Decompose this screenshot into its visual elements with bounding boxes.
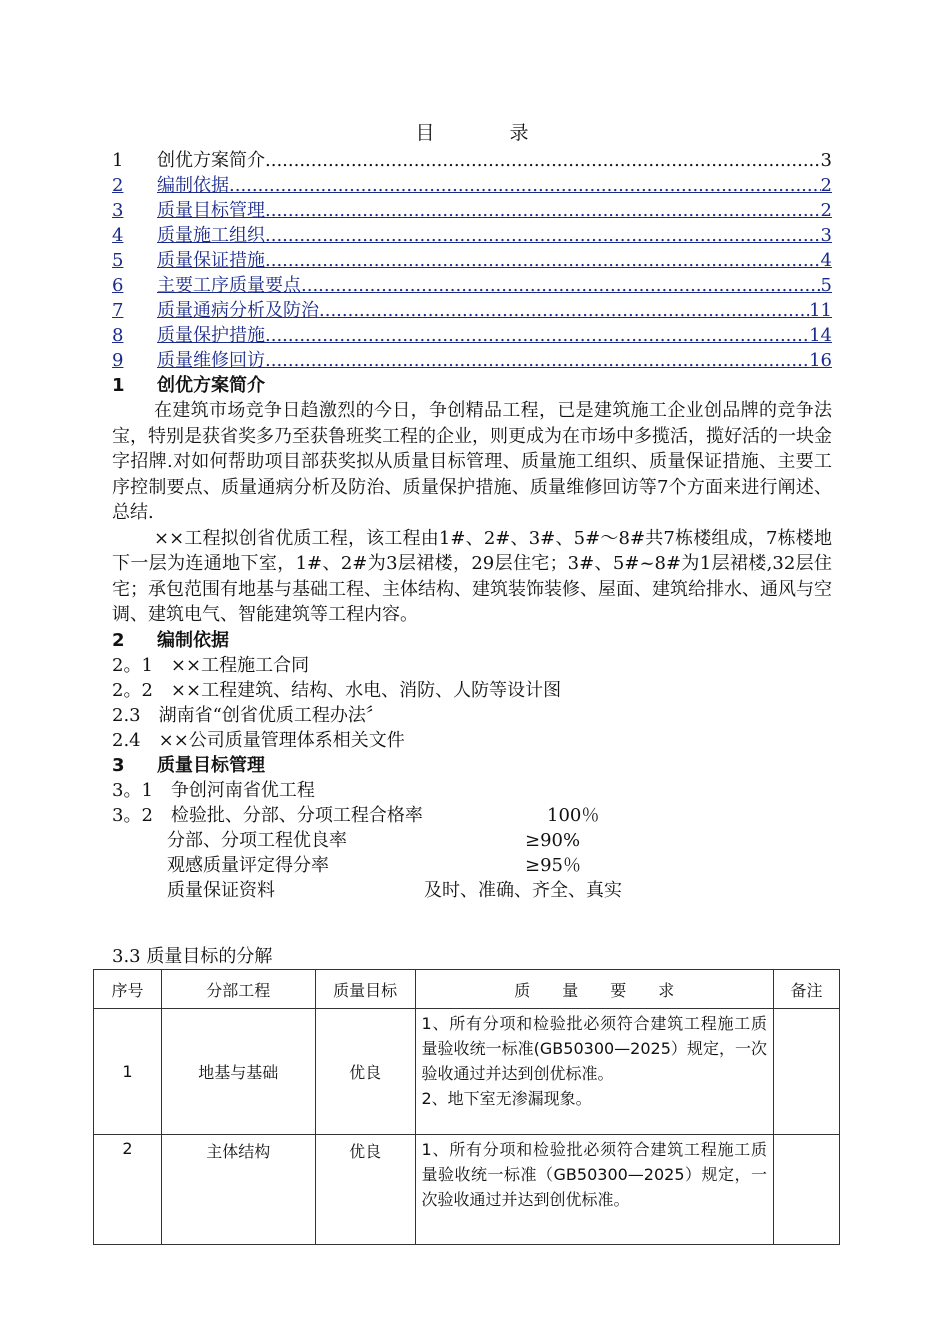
toc-item-6[interactable] xyxy=(112,273,832,298)
quality-goal-table xyxy=(93,969,840,1245)
section-3-heading xyxy=(112,753,832,778)
requirement-line: 1、所有分项和检验批必须符合建筑工程施工质量验收统一标准(GB50300—2025）规定，一次验收通过并达到创优标准。 xyxy=(421,1014,768,1083)
toc-page: 5 xyxy=(820,275,832,296)
toc-item-2[interactable] xyxy=(112,173,832,198)
toc-page: 14 xyxy=(809,325,832,346)
cell-target: 优良 xyxy=(315,1135,415,1245)
goal-row xyxy=(112,828,832,853)
basis-item-1: 2。1 ××工程施工合同 xyxy=(112,654,310,676)
toc-leader xyxy=(265,223,821,248)
toc-leader xyxy=(229,173,821,198)
toc-num: 1 xyxy=(112,150,124,171)
toc-label: 质量目标管理 xyxy=(157,200,265,221)
section-num: 1 xyxy=(112,375,125,396)
cell-requirement xyxy=(415,1009,774,1135)
goal-label: 观感质量评定得分率 xyxy=(167,854,329,876)
requirement-line: 2、地下室无渗漏现象。 xyxy=(421,1089,592,1108)
toc-item-5[interactable] xyxy=(112,248,832,273)
toc-num: 9 xyxy=(112,350,124,371)
section-title: 创优方案简介 xyxy=(157,375,265,396)
cell-no: 2 xyxy=(94,1135,162,1245)
toc-label: 质量保证措施 xyxy=(157,250,265,271)
goal-row xyxy=(112,878,832,903)
toc-page: 3 xyxy=(820,225,832,246)
toc-page: 3 xyxy=(820,150,832,171)
cell-note xyxy=(774,1135,840,1245)
header-cell: 分部工程 xyxy=(161,970,315,1009)
goal-label: 分部、分项工程优良率 xyxy=(167,829,347,851)
cell-part: 主体结构 xyxy=(161,1135,315,1245)
section-2-heading xyxy=(112,628,832,653)
toc-item-9[interactable] xyxy=(112,348,832,373)
section-1-paragraph-1: 在建筑市场竞争日趋激烈的今日，争创精品工程，已是建筑施工企业创品牌的竞争法宝，特别是获省奖多乃至获鲁班奖工程的企业，则更成为在市场中多揽活，揽好活的一块金字招牌.对如何帮助项目部获奖拟从质量目标管理、质量施工组织、质量保证措施、主要工序控制要点、质量通病分析及防治、质量保护措施、质量维修回访等7个方面来进行阐述、总结. xyxy=(112,400,832,523)
goal-label: 3。2 检验批、分部、分项工程合格率 xyxy=(112,804,423,826)
toc-leader xyxy=(319,298,809,323)
goal-item-2 xyxy=(112,803,832,828)
goal-label: 质量保证资料 xyxy=(167,879,275,901)
toc-leader xyxy=(265,248,821,273)
toc-num: 5 xyxy=(112,250,124,271)
toc-label: 主要工序质量要点 xyxy=(157,275,301,296)
toc-label: 质量保护措施 xyxy=(157,325,265,346)
toc-page: 16 xyxy=(809,350,832,371)
toc-num: 6 xyxy=(112,275,124,296)
toc-item-4[interactable] xyxy=(112,223,832,248)
section-num: 3 xyxy=(112,754,125,776)
toc-num: 4 xyxy=(112,225,124,246)
header-cell: 备注 xyxy=(774,970,840,1009)
toc-num: 3 xyxy=(112,200,124,221)
toc-num: 7 xyxy=(112,300,124,321)
toc-page: 2 xyxy=(820,200,832,221)
cell-part: 地基与基础 xyxy=(161,1009,315,1135)
goal-item-1: 3。1 争创河南省优工程 xyxy=(112,779,315,801)
toc-label: 质量维修回访 xyxy=(157,350,265,371)
requirement-line: 1、所有分项和检验批必须符合建筑工程施工质量验收统一标准（GB50300—2025）规定，一次验收通过并达到创优标准。 xyxy=(421,1140,768,1209)
section-1-heading xyxy=(112,373,832,398)
basis-item-2: 2。2 ××工程建筑、结构、水电、消防、人防等设计图 xyxy=(112,679,562,701)
section-title: 编制依据 xyxy=(157,629,229,651)
toc-num: 8 xyxy=(112,325,124,346)
toc-leader xyxy=(265,348,809,373)
cell-no: 1 xyxy=(94,1009,162,1135)
cell-note xyxy=(774,1009,840,1135)
goal-value: 100％ xyxy=(547,804,600,826)
toc-page: 11 xyxy=(809,300,832,321)
section-title: 质量目标管理 xyxy=(157,754,265,776)
header-cell: 质量目标 xyxy=(315,970,415,1009)
toc-title: 目 录 xyxy=(415,122,557,144)
goal-value: ≥95％ xyxy=(525,854,581,876)
basis-item-4: 2.4 ××公司质量管理体系相关文件 xyxy=(112,729,405,751)
section-1-paragraph-2: ××工程拟创省优质工程，该工程由1#、2#、3#、5#～8#共7栋楼组成，7栋楼地下一层为连通地下室，1#、2#为3层裙楼，29层住宅；3#、5#~8#为1层裙楼,32层住宅；承包范围有地基与基础工程、主体结构、建筑装饰装修、屋面、建筑给排水、通风与空调、建筑电气、智能建筑等工程内容。 xyxy=(112,527,832,625)
toc-page: 2 xyxy=(820,175,832,196)
goal-row xyxy=(112,853,832,878)
table-caption: 3.3 质量目标的分解 xyxy=(112,946,273,967)
cell-target: 优良 xyxy=(315,1009,415,1135)
goal-value: ≥90% xyxy=(525,829,581,851)
section-num: 2 xyxy=(112,629,125,651)
table-row xyxy=(94,1135,840,1245)
toc-item-3[interactable] xyxy=(112,198,832,223)
toc-page: 4 xyxy=(820,250,832,271)
cell-requirement xyxy=(415,1135,774,1245)
toc-num: 2 xyxy=(112,175,124,196)
toc-leader xyxy=(265,323,809,348)
basis-item-3: 2.3 湖南省“创省优质工程办法〞 xyxy=(112,704,384,726)
header-cell: 质 量 要 求 xyxy=(415,970,774,1009)
toc-label: 质量施工组织 xyxy=(157,225,265,246)
header-cell: 序号 xyxy=(94,970,162,1009)
toc-item-7[interactable] xyxy=(112,298,832,323)
table-header-row xyxy=(94,970,840,1009)
toc-label: 创优方案简介 xyxy=(157,150,265,171)
toc-leader xyxy=(265,198,821,223)
table-row xyxy=(94,1009,840,1135)
toc-leader xyxy=(301,273,821,298)
goal-value: 及时、准确、齐全、真实 xyxy=(424,879,622,901)
document-page xyxy=(112,118,832,903)
toc-label: 质量通病分析及防治 xyxy=(157,300,319,321)
toc-item-1[interactable] xyxy=(112,148,832,173)
toc-item-8[interactable] xyxy=(112,323,832,348)
toc-leader xyxy=(265,148,821,173)
toc-label: 编制依据 xyxy=(157,175,229,196)
